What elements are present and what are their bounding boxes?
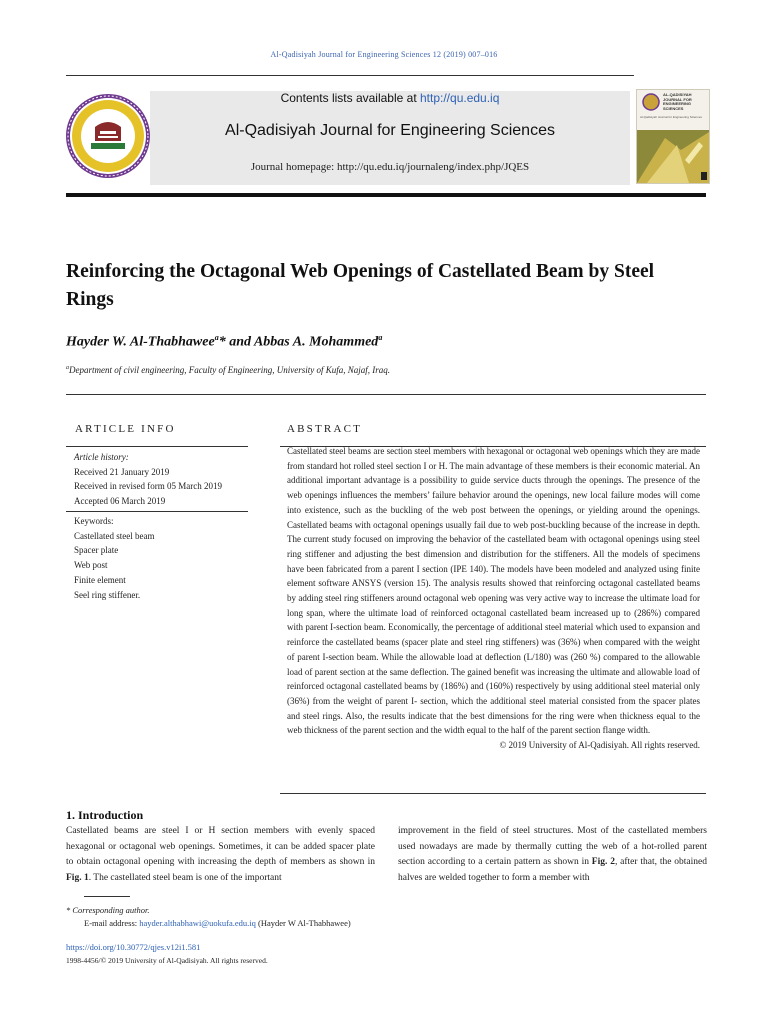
affiliation: $^a$Department of civil engineering, Faculty of Engineering, University of Kufa, Najaf, Iraq.	[66, 365, 390, 375]
article-info-heading: ARTICLE INFO	[75, 423, 176, 435]
author-1: Hayder W. Al-Thabhawee	[66, 334, 215, 350]
abstract-heading: ABSTRACT	[287, 423, 363, 435]
issn-line: 1998-4456/© 2019 University of Al-Qadisiyah. All rights reserved.	[66, 956, 268, 965]
figure-ref[interactable]: Fig. 2	[591, 857, 615, 867]
intro-left-column: Castellated beams are steel I or H section members with evenly spaced hexagonal or octagonal web openings. Sometimes, it can be added spacer plate to obtain octagonal opening with increasing the depth of members as shown in Fig. 1. The castellated steel beam is one of the important	[66, 826, 375, 883]
history-label: Article history:	[74, 452, 129, 462]
author-line: Hayder W. Al-Thabhawee$^a$* and Abbas A. Mohammed$^a$	[66, 333, 383, 350]
keyword: Seel ring stiffener.	[74, 589, 141, 600]
abstract-body	[287, 444, 700, 753]
paper-title: Reinforcing the Octagonal Web Openings of Castellated Beam by Steel Rings	[66, 261, 655, 310]
keywords-label: Keywords:	[74, 516, 114, 526]
banner-rule	[66, 193, 706, 197]
title-rule	[66, 394, 706, 395]
running-head: Al-Qadisiyah Journal for Engineering Sciences 12 (2019) 007–016	[270, 50, 498, 59]
keyword: Castellated steel beam	[74, 530, 155, 541]
keywords-rule	[66, 511, 248, 512]
received-date: Received 21 January 2019	[74, 466, 170, 477]
header-rule	[66, 75, 634, 76]
keyword: Web post	[74, 560, 108, 571]
intro-right-column: improvement in the field of steel structures. Most of the castellated members used nowadays are made by thermally cutting the web of a hot-rolled parent section according to a certain pattern as shown in Fig. 2, after that, the obtained halves are welded together to form a member with	[398, 826, 707, 883]
corresponding-note: * Corresponding author.	[66, 905, 150, 915]
figure-ref[interactable]: Fig. 1	[66, 872, 89, 883]
journal-website-link[interactable]: http://qu.edu.iq	[420, 91, 500, 105]
revised-date: Received in revised form 05 March 2019	[74, 481, 222, 492]
section-heading-introduction: 1. Introduction	[66, 808, 144, 822]
email-line: E-mail address: hayder.althabhawi@uokufa.edu.iq (Hayder W Al-Thabhawee)	[84, 918, 351, 928]
keywords-block	[74, 514, 254, 602]
email-link[interactable]: hayder.althabhawi@uokufa.edu.iq	[139, 918, 256, 928]
journal-banner	[150, 91, 630, 185]
university-logo	[65, 93, 151, 179]
abstract-text: Castellated steel beams are section steel members with hexagonal or octagonal web openings which they are made from standard hot rolled steel section I or H. The main advantage of these members is their economic material. An additional important advantage is a possibility to guide service ducts through the openings. The presence of the web openings influences the members’ failure behavior around the openings, new local failure modes will come into existence, such as the buckling of the web post between the openings, or yielding around the openings. Castellated beams with octagonal openings usually fail due to web post-buckling because of the increase in depth. The current study focused on improving the behavior of the castellated beam with octagonal openings using steel ring stiffener and adjusting the best dimension and distribution for the stiffeners. All the models of specimens have been fabricated from a parent I section (IPE 140). The models have been modeled and analyzed using finite element software ANSYS (version 15). The analysis results showed that reinforcing octagonal castellated beams by adding steel ring stiffeners around octagonal web opening was very active way to increase the ultimate load for long span, where the ultimate load of reinforced octagonal castellated beam increased up to (286%) compared with parent I-section beam. Economically, the percentage of additional steel material which used to expansion and reinforce the castellated beams (spacer plate and steel ring stiffeners) was (36%) when compared with the weight of parent I-section beam. While the allowable load at deflection (L/180) was (260 %) compared to the allowable load of parent section at the same deflection. The gained benefit was increasing the ultimate and allowable load of reinforced octagonal castellated beams by (186%) and (160%) respectively by using additional steel material only (36%) from the weight of parent I- section, which the additional steel material consisted from the spacer plates and steel rings. Also, the results indicate that the best dimensions for the ring were when thickness equal to the web thickness of the parent section and the width equal to the half of the parent section flange width.	[287, 446, 700, 736]
cover-title: AL-QADISIYAH JOURNAL FOR ENGINEERING SCIENCES	[663, 92, 692, 111]
author-2: Abbas A. Mohammed	[253, 334, 379, 350]
cover-description: Al-Qadisiyah Journal for Engineering Sciences	[640, 115, 702, 119]
journal-homepage: Journal homepage: http://qu.edu.iq/journaleng/index.php/JQES	[250, 161, 530, 173]
accepted-date: Accepted 06 March 2019	[74, 496, 166, 507]
keyword: Finite element	[74, 574, 126, 585]
abstract-copyright: © 2019 University of Al-Qadisiyah. All rights reserved.	[499, 740, 700, 751]
journal-title: Al-Qadisiyah Journal for Engineering Sciences	[225, 122, 555, 139]
doi-link[interactable]: https://doi.org/10.30772/qjes.v12i1.581	[66, 942, 201, 952]
article-info-rule	[66, 446, 248, 447]
contents-line: Contents lists available at http://qu.edu.iq	[280, 91, 500, 105]
keyword: Spacer plate	[74, 545, 119, 556]
journal-cover	[636, 89, 710, 184]
article-history	[74, 450, 254, 509]
footnote-rule	[84, 896, 130, 897]
abstract-end-rule	[280, 793, 706, 794]
